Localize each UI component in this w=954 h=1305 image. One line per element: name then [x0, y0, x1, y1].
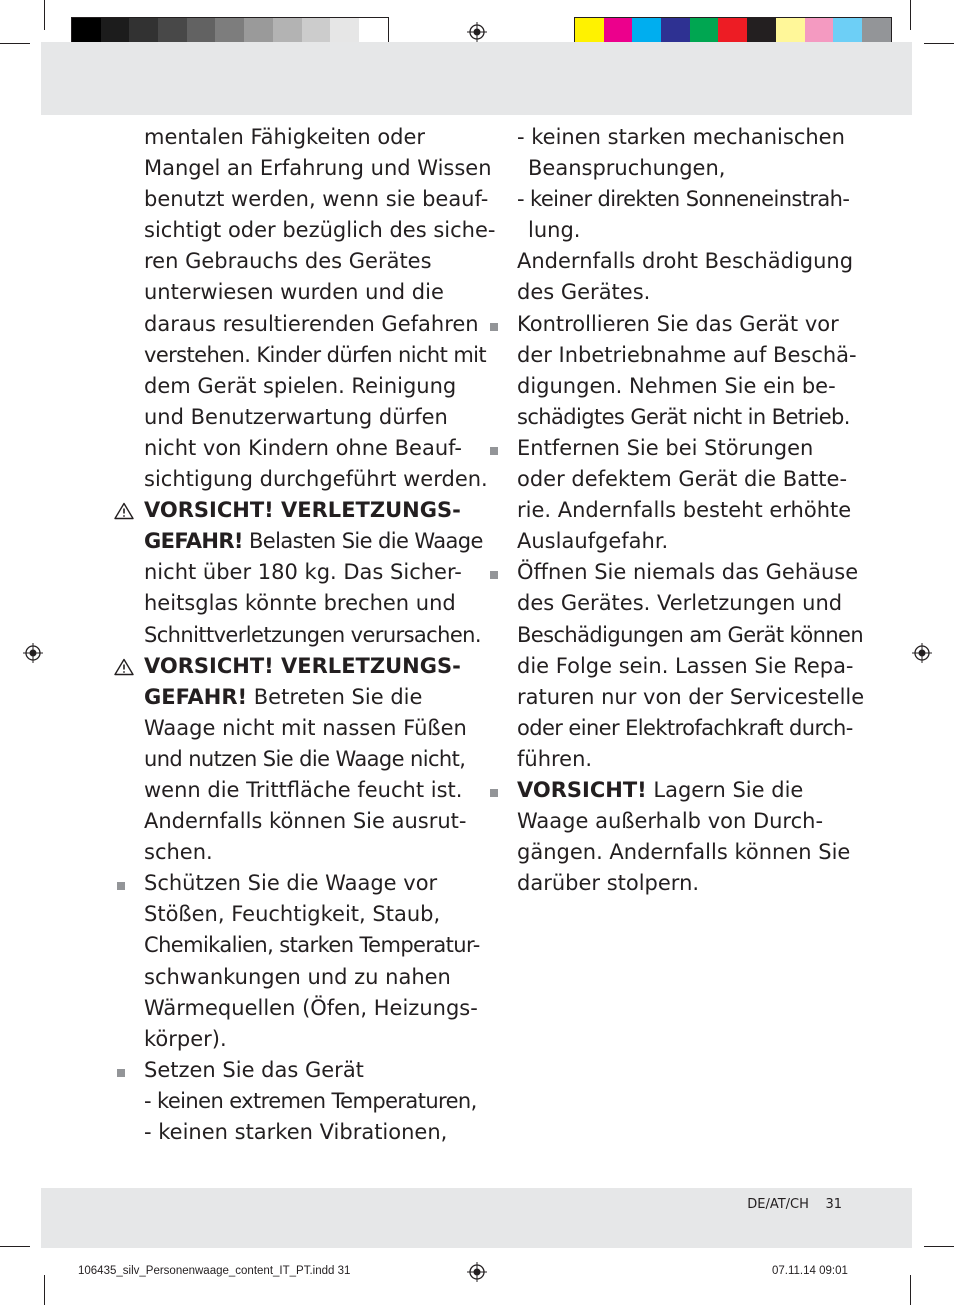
crop-mark [910, 1275, 911, 1305]
text-line: - keinen extremen Temperaturen, [144, 1088, 477, 1113]
text-line: schwankungen und zu nahen [144, 964, 451, 989]
text-line [517, 557, 859, 588]
warning-triangle-icon [114, 658, 134, 676]
text-line: der Inbetriebnahme auf Beschä- [517, 342, 857, 367]
right-column [517, 122, 865, 899]
warning-heading: GEFAHR! [144, 684, 248, 709]
text-line: sichtigt oder bezüglich des siche- [144, 218, 496, 243]
crop-mark [924, 1246, 954, 1247]
text-line: nicht über 180 kg. Das Sicher- [144, 560, 462, 585]
text-line: benutzt werden, wenn sie beauf- [144, 187, 489, 212]
text-line [144, 682, 474, 713]
warning-triangle-icon [114, 502, 134, 520]
text-line: raturen nur von der Servicestelle [517, 684, 865, 709]
text-line: gängen. Andernfalls können Sie [517, 840, 851, 865]
text-run: Öffnen Sie niemals das Gehäuse [517, 560, 859, 585]
text-run: Schützen Sie die Waage vor [144, 871, 438, 896]
text-line: verstehen. Kinder dürfen nicht mit [144, 342, 487, 367]
square-bullet-icon [490, 789, 498, 797]
text-line: Chemikalien, starken Temperatur- [144, 933, 480, 958]
warning-heading-line [144, 651, 474, 682]
text-line: körper). [144, 1026, 227, 1051]
crop-mark [0, 43, 30, 44]
text-line: oder defektem Gerät die Batte- [517, 467, 848, 492]
text-line [517, 775, 847, 806]
square-bullet-icon [490, 571, 498, 579]
text-line: daraus resultierenden Gefahren [144, 311, 479, 336]
text-run: Kontrollieren Sie das Gerät vor [517, 311, 839, 336]
bullet-item [517, 557, 865, 775]
text-line [144, 526, 483, 557]
text-line: mentalen Fähigkeiten oder [144, 125, 426, 149]
text-run: Lagern Sie die [646, 777, 804, 802]
crop-mark [0, 1246, 30, 1247]
bullet-item [517, 309, 857, 433]
registration-mark-icon [23, 643, 43, 663]
crop-mark [924, 43, 954, 44]
header-band [41, 42, 912, 115]
warning-heading-line [144, 495, 474, 526]
text-line: des Gerätes. [517, 280, 651, 305]
text-line [144, 868, 474, 899]
text-line [517, 309, 847, 340]
slug-date-time: 07.11.14 09:01 [772, 1265, 848, 1277]
dash-list-continued [517, 122, 854, 309]
registration-mark-icon [467, 1262, 487, 1282]
text-line: - keinen starken Vibrationen, [144, 1120, 448, 1144]
text-line: rie. Andernfalls besteht erhöhte [517, 498, 852, 523]
crop-mark [910, 0, 911, 30]
text-line: sichtigung durchgeführt werden. [144, 467, 488, 492]
square-bullet-icon [117, 882, 125, 890]
text-run: Betreten Sie die [247, 684, 423, 709]
square-bullet-icon [117, 1069, 125, 1077]
text-line: darüber stolpern. [517, 871, 700, 896]
text-line: nicht von Kindern ohne Beauf- [144, 435, 462, 460]
warning-heading: GEFAHR! [144, 529, 243, 554]
text-line: und Benutzerwartung dürfen [144, 404, 448, 429]
bullet-item [517, 433, 852, 557]
text-line: führen. [517, 746, 593, 771]
text-line: Waage außerhalb von Durch- [517, 809, 824, 834]
page-footer [700, 1197, 842, 1212]
square-bullet-icon [490, 323, 498, 331]
text-line: digungen. Nehmen Sie ein be- [517, 373, 836, 398]
registration-mark-icon [467, 22, 487, 42]
text-line: Andernfalls droht Beschädigung [517, 249, 854, 274]
page-number: 31 [825, 1197, 842, 1212]
text-line: lung. [528, 218, 581, 243]
text-line: Andernfalls können Sie ausrut- [144, 809, 467, 834]
text-line [144, 1055, 474, 1086]
text-line: Wärmequellen (Öfen, Heizungs- [144, 995, 478, 1020]
crop-mark [44, 0, 45, 30]
text-run: Belasten Sie die Waage [242, 529, 483, 554]
bullet-item [144, 1055, 477, 1148]
warning-heading: VORSICHT! VERLETZUNGS- [144, 498, 461, 523]
text-line: - keiner direkten Sonneneinstrah- [517, 187, 850, 212]
text-line: schädigtes Gerät nicht in Betrieb. [517, 404, 850, 429]
caution-label: VORSICHT! [517, 777, 647, 802]
text-line: unterwiesen wurden und die [144, 280, 444, 305]
text-line: des Gerätes. Verletzungen und [517, 591, 843, 616]
bullet-item [144, 868, 480, 1055]
text-line: Waage nicht mit nassen Füßen [144, 715, 467, 740]
paragraph-continued [144, 122, 496, 495]
warning-heading: VORSICHT! VERLETZUNGS- [144, 653, 461, 678]
crop-mark [44, 1275, 45, 1305]
text-line: heitsglas könnte brechen und [144, 591, 456, 616]
text-line: Stößen, Feuchtigkeit, Staub, [144, 902, 441, 927]
text-line: dem Gerät spielen. Reinigung [144, 373, 457, 398]
file-slug: 106435_silv_Personenwaage_content_IT_PT.indd 31 [78, 1265, 351, 1277]
text-line: Beschädigungen am Gerät können [517, 622, 864, 647]
warning-block [144, 495, 483, 650]
text-line: Beanspruchungen, [528, 156, 726, 181]
locale-label: DE/AT/CH [747, 1197, 809, 1212]
square-bullet-icon [490, 447, 498, 455]
text-line: schen. [144, 840, 213, 865]
text-line: Mangel an Erfahrung und Wissen [144, 156, 492, 181]
text-line [517, 433, 847, 464]
text-line: die Folge sein. Lassen Sie Repa- [517, 653, 854, 678]
text-line: Auslaufgefahr. [517, 529, 669, 554]
text-run: Entfernen Sie bei Störungen [517, 435, 814, 460]
text-line: - keinen starken mechanischen [517, 125, 845, 149]
bullet-item [517, 775, 851, 899]
text-line: wenn die Trittfläche feucht ist. [144, 777, 463, 802]
registration-mark-icon [912, 643, 932, 663]
warning-block [144, 651, 474, 869]
text-line: und nutzen Sie die Waage nicht, [144, 746, 466, 771]
text-line: ren Gebrauchs des Gerätes [144, 249, 432, 274]
text-run: Setzen Sie das Gerät [144, 1057, 364, 1082]
text-line: oder einer Elektrofachkraft durch- [517, 715, 853, 740]
left-column [144, 122, 496, 1148]
text-line: Schnittverletzungen verursachen. [144, 622, 481, 647]
